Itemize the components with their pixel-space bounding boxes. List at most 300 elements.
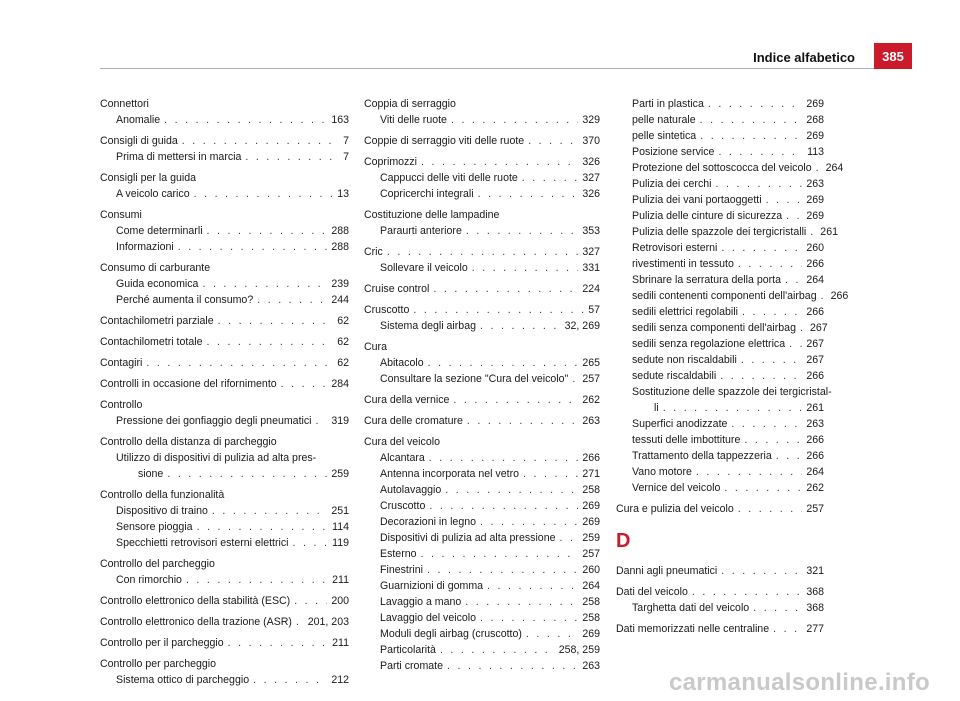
subentry-title: Prima di mettersi in marcia	[116, 151, 242, 163]
page-reference: 331	[582, 262, 600, 274]
subentry-title: Cappucci delle viti delle ruote	[380, 172, 518, 184]
page-reference: 260	[582, 564, 600, 576]
page-reference: 266	[806, 434, 824, 446]
index-entry	[100, 260, 349, 308]
index-subentry	[100, 413, 349, 429]
dot-leader	[789, 336, 802, 352]
subentry-title: Informazioni	[116, 241, 174, 253]
index-entry	[364, 413, 600, 429]
index-entry	[364, 302, 600, 334]
subentry-title: sedili contenenti componenti dell'airbag	[632, 290, 817, 302]
page-reference: 62	[337, 357, 349, 369]
dot-leader	[465, 594, 578, 610]
index-subentry	[100, 672, 349, 688]
index-subentry	[616, 224, 838, 240]
subentry-title: A veicolo carico	[116, 188, 190, 200]
index-subentry	[364, 498, 600, 514]
dot-leader	[478, 186, 579, 202]
index-entry	[364, 392, 600, 408]
index-entry	[364, 339, 600, 387]
page-reference: 277	[806, 623, 824, 635]
subentry-title: Pulizia dei cerchi	[632, 178, 712, 190]
entry-title: Controllo della distanza di parcheggio	[100, 436, 277, 448]
entry-title: Cura del veicolo	[364, 436, 440, 448]
entry-title: Cruise control	[364, 283, 430, 295]
dot-leader	[197, 519, 329, 535]
dot-leader	[182, 133, 339, 149]
dot-leader	[785, 272, 802, 288]
dot-leader	[164, 112, 327, 128]
index-entry-line	[100, 593, 349, 609]
dot-leader	[721, 240, 802, 256]
index-subentry	[616, 432, 824, 448]
page-reference: 119	[332, 537, 349, 549]
index-subentry	[616, 96, 824, 112]
index-subentry	[364, 578, 600, 594]
entry-title: Coppia di serraggio	[364, 98, 456, 110]
index-entry-line	[100, 397, 349, 413]
index-entry-line	[100, 635, 349, 651]
index-entry-line	[100, 376, 349, 392]
page-reference: 265	[582, 357, 600, 369]
dot-leader	[526, 626, 578, 642]
index-entry	[100, 656, 349, 688]
page-reference: 284	[331, 378, 349, 390]
subentry-title: Pulizia delle cinture di sicurezza	[632, 210, 783, 222]
entry-title: Contachilometri parziale	[100, 315, 214, 327]
subentry-title: Sistema ottico di parcheggio	[116, 674, 250, 686]
index-entry-line	[100, 556, 349, 572]
index-entry	[616, 563, 824, 579]
index-entry	[100, 96, 349, 128]
page-reference: 327	[582, 172, 600, 184]
dot-leader	[766, 192, 803, 208]
dot-leader	[212, 503, 327, 519]
dot-leader	[202, 276, 327, 292]
index-entry-line	[364, 413, 600, 429]
index-entry	[100, 487, 349, 551]
dot-leader	[427, 562, 578, 578]
index-subentry	[100, 292, 349, 308]
subentry-title: pelle sintetica	[632, 130, 697, 142]
subentry-title: Vernice del veicolo	[632, 482, 721, 494]
index-subentry	[364, 514, 600, 530]
dot-leader	[296, 614, 304, 630]
subentry-title: Anomalie	[116, 114, 161, 126]
page-reference: 258	[582, 596, 600, 608]
entry-title: Danni agli pneumatici	[616, 565, 718, 577]
subentry-title: sedute riscaldabili	[632, 370, 717, 382]
index-subentry	[364, 562, 600, 578]
index-subentry	[364, 482, 600, 498]
index-subentry	[616, 368, 824, 384]
page-reference: 114	[332, 521, 349, 533]
page-reference: 269	[582, 628, 600, 640]
page-reference: 266	[806, 258, 824, 270]
dot-leader	[523, 466, 578, 482]
page-reference: 211	[332, 637, 349, 649]
index-subentry	[364, 610, 600, 626]
subentry-title: Lavaggio a mano	[380, 596, 462, 608]
page-reference: 269	[582, 500, 600, 512]
index-entry-line	[100, 96, 349, 112]
subentry-title: Copricerchi integrali	[380, 188, 474, 200]
entry-title: Controllo elettronico della trazione (ASR)	[100, 616, 292, 628]
index-subentry	[364, 371, 600, 387]
page-reference: 264	[825, 162, 844, 174]
index-subentry	[616, 240, 824, 256]
index-subentry	[364, 186, 600, 202]
index-subentry	[100, 239, 349, 255]
dot-leader	[716, 176, 803, 192]
dot-leader	[428, 355, 579, 371]
subentry-title: Guarnizioni di gomma	[380, 580, 484, 592]
subentry-title: Superfici anodizzate	[632, 418, 728, 430]
page-reference: 266	[582, 452, 600, 464]
index-subentry	[100, 535, 349, 551]
index-subentry	[364, 658, 600, 674]
subentry-title: Moduli degli airbag (cruscotto)	[380, 628, 522, 640]
index-entry-line	[364, 302, 600, 318]
page-reference: 264	[806, 466, 824, 478]
index-entry-line	[100, 487, 349, 503]
page-reference: 368	[806, 602, 824, 614]
index-entry	[364, 154, 600, 202]
index-subentry	[364, 450, 600, 466]
entry-title: Cura della vernice	[364, 394, 450, 406]
subentry-title: Paraurti anteriore	[380, 225, 462, 237]
subentry-title-continuation: li	[654, 402, 659, 414]
entry-title: Cura	[364, 341, 387, 353]
index-entry	[100, 635, 349, 651]
index-subentry	[616, 336, 824, 352]
dot-leader	[753, 600, 802, 616]
subentry-title: Pulizia delle spazzole dei tergicristalli	[632, 226, 807, 238]
page-reference: 212	[331, 674, 349, 686]
page-reference: 370	[582, 135, 600, 147]
subentry-title: Decorazioni in legno	[380, 516, 476, 528]
dot-leader	[453, 392, 578, 408]
dot-leader	[663, 400, 803, 416]
dot-leader	[480, 514, 578, 530]
index-entry-line	[100, 614, 349, 630]
index-subentry	[100, 276, 349, 292]
index-entry-line	[364, 434, 600, 450]
index-subentry	[616, 256, 824, 272]
entry-title: Cruscotto	[364, 304, 410, 316]
index-subentry	[364, 530, 600, 546]
dot-leader	[487, 578, 578, 594]
page-reference: 266	[806, 370, 824, 382]
index-entry	[364, 133, 600, 149]
subentry-title: Esterno	[380, 548, 417, 560]
index-section-letter: D	[616, 530, 631, 552]
dot-leader	[429, 498, 578, 514]
entry-title: Consigli di guida	[100, 135, 178, 147]
entry-title: Dati del veicolo	[616, 586, 688, 598]
index-entry-line	[616, 584, 824, 600]
subentry-title: Lavaggio del veicolo	[380, 612, 477, 624]
dot-leader	[718, 144, 803, 160]
page-reference: 7	[343, 135, 349, 147]
subentry-title: Con rimorchio	[116, 574, 182, 586]
index-subentry	[616, 600, 824, 616]
page-reference: 269	[806, 210, 824, 222]
dot-leader	[207, 223, 328, 239]
subentry-title: Sollevare il veicolo	[380, 262, 468, 274]
index-subentry	[100, 149, 349, 165]
entry-title: Controllo per il parcheggio	[100, 637, 224, 649]
subentry-title: Dispositivo di traino	[116, 505, 208, 517]
index-entry	[100, 397, 349, 429]
page-reference: 269	[806, 130, 824, 142]
dot-leader	[257, 292, 327, 308]
subentry-title: Particolarità	[380, 644, 436, 656]
entry-title: Coppie di serraggio viti delle ruote	[364, 135, 525, 147]
subentry-title: Perché aumenta il consumo?	[116, 294, 254, 306]
page-reference: 288	[331, 241, 349, 253]
dot-leader	[294, 593, 327, 609]
dot-leader	[387, 244, 578, 260]
entry-title: Consigli per la guida	[100, 172, 196, 184]
entry-title: Dati memorizzati nelle centraline	[616, 623, 770, 635]
page-reference: 7	[343, 151, 349, 163]
index-entry	[100, 334, 349, 350]
dot-leader	[559, 530, 578, 546]
index-subentry	[616, 416, 824, 432]
dot-leader	[696, 464, 802, 480]
page-reference: 257	[582, 548, 600, 560]
index-subentry	[100, 572, 349, 588]
subentry-title: Sostituzione delle spazzole dei tergicristal-	[632, 386, 832, 398]
subentry-title: Sbrinare la serratura della porta	[632, 274, 781, 286]
dot-leader	[440, 642, 555, 658]
index-subentry	[364, 626, 600, 642]
entry-title: Contachilometri totale	[100, 336, 203, 348]
page-reference: 327	[582, 246, 600, 258]
subentry-title: rivestimenti in tessuto	[632, 258, 734, 270]
page-reference: 271	[582, 468, 600, 480]
index-subentry	[616, 448, 824, 464]
entry-title: Costituzione delle lampadine	[364, 209, 500, 221]
subentry-title: Posizione service	[632, 146, 715, 158]
subentry-title: sedili senza componenti dell'airbag	[632, 322, 796, 334]
dot-leader	[194, 186, 334, 202]
page-header-title: Indice alfabetico	[753, 50, 855, 65]
index-entry	[364, 281, 600, 297]
subentry-title: sedili senza regolazione elettrica	[632, 338, 786, 350]
dot-leader	[744, 432, 802, 448]
page-reference: 329	[582, 114, 600, 126]
index-subentry	[616, 384, 832, 400]
page-reference: 258	[582, 612, 600, 624]
index-subentry	[100, 112, 349, 128]
index-subentry	[364, 594, 600, 610]
page-number-badge: 385	[874, 43, 912, 69]
dot-leader	[708, 96, 802, 112]
index-subentry	[616, 352, 824, 368]
page-reference: 326	[582, 156, 600, 168]
entry-title: Consumo di carburante	[100, 262, 211, 274]
index-subentry-continuation	[616, 400, 824, 416]
subentry-title: Consultare la sezione "Cura del veicolo"	[380, 373, 569, 385]
index-entry-line	[100, 133, 349, 149]
dot-leader	[721, 563, 802, 579]
index-subentry	[616, 160, 844, 176]
page-reference: 263	[582, 660, 600, 672]
index-entry-line	[100, 334, 349, 350]
index-entry-line	[100, 434, 349, 450]
dot-leader	[472, 260, 579, 276]
index-subentry-continuation	[100, 466, 349, 482]
subentry-title: sedute non riscaldabili	[632, 354, 737, 366]
dot-leader	[700, 112, 803, 128]
page-reference: 57	[588, 304, 600, 316]
page-reference: 267	[806, 354, 824, 366]
subentry-title: Parti cromate	[380, 660, 443, 672]
index-entry	[364, 244, 600, 276]
index-entry	[616, 584, 824, 616]
page-reference: 266	[806, 450, 824, 462]
page-reference: 266	[806, 306, 824, 318]
subentry-title: Specchietti retrovisori esterni elettrici	[116, 537, 289, 549]
dot-leader	[480, 318, 561, 334]
index-subentry	[616, 144, 824, 160]
dot-leader	[218, 313, 334, 329]
index-entry-line	[364, 281, 600, 297]
page-reference: 288	[331, 225, 349, 237]
dot-leader	[186, 572, 328, 588]
dot-leader	[528, 133, 578, 149]
index-subentry	[364, 355, 600, 371]
entry-title: Controllo della funzionalità	[100, 489, 225, 501]
index-entry	[616, 621, 824, 637]
page-reference: 224	[582, 283, 600, 295]
dot-leader	[572, 371, 578, 387]
subentry-title: Parti in plastica	[632, 98, 704, 110]
index-entry	[100, 593, 349, 609]
page-reference: 261	[806, 402, 824, 414]
index-entry-line	[364, 154, 600, 170]
index-subentry	[364, 112, 600, 128]
index-column-2	[364, 96, 600, 679]
index-entry	[100, 207, 349, 255]
dot-leader	[816, 160, 822, 176]
subentry-title: Retrovisori esterni	[632, 242, 718, 254]
dot-leader	[720, 368, 802, 384]
page-reference: 258, 259	[558, 644, 600, 656]
page-reference: 251	[331, 505, 349, 517]
page-reference: 260	[806, 242, 824, 254]
index-entry	[364, 96, 600, 128]
page-reference: 267	[806, 338, 824, 350]
entry-title: Controllo	[100, 399, 143, 411]
entry-title: Controlli in occasione del rifornimento	[100, 378, 277, 390]
index-subentry	[364, 170, 600, 186]
page-reference: 201, 203	[307, 616, 349, 628]
index-entry	[100, 556, 349, 588]
index-subentry	[616, 128, 824, 144]
page-reference: 258	[582, 484, 600, 496]
page-reference: 266	[830, 290, 849, 302]
page-reference: 267	[809, 322, 828, 334]
dot-leader	[421, 546, 579, 562]
dot-leader	[293, 535, 329, 551]
index-subentry	[364, 642, 600, 658]
index-entry-line	[100, 170, 349, 186]
page-reference: 262	[582, 394, 600, 406]
page-reference: 264	[582, 580, 600, 592]
index-entry-line	[364, 207, 600, 223]
page-reference: 113	[807, 146, 824, 158]
index-subentry	[100, 519, 349, 535]
index-subentry	[364, 223, 600, 239]
subentry-title: pelle naturale	[632, 114, 696, 126]
index-subentry	[364, 260, 600, 276]
dot-leader	[800, 320, 806, 336]
page-reference: 264	[806, 274, 824, 286]
index-subentry	[616, 304, 824, 320]
index-entry	[100, 376, 349, 392]
page-reference: 268	[806, 114, 824, 126]
subentry-title: Autolavaggio	[380, 484, 442, 496]
dot-leader	[421, 154, 578, 170]
subentry-title: Come determinarli	[116, 225, 203, 237]
subentry-title: Antenna incorporata nel vetro	[380, 468, 519, 480]
page-reference: 269	[806, 98, 824, 110]
page-reference: 321	[806, 565, 824, 577]
dot-leader	[773, 621, 802, 637]
subentry-title: Protezione del sottoscocca del veicolo	[632, 162, 812, 174]
page-reference: 263	[806, 418, 824, 430]
page-header-rule	[100, 68, 874, 69]
subentry-title: Utilizzo di dispositivi di pulizia ad alta pres-	[116, 452, 317, 464]
index-entry-line	[100, 656, 349, 672]
dot-leader	[178, 239, 328, 255]
subentry-title: tessuti delle imbottiture	[632, 434, 741, 446]
page-reference: 163	[331, 114, 349, 126]
index-subentry	[616, 112, 824, 128]
page-reference: 244	[331, 294, 349, 306]
subentry-title: Targhetta dati del veicolo	[632, 602, 750, 614]
page-reference: 353	[582, 225, 600, 237]
entry-title: Consumi	[100, 209, 142, 221]
page-reference: 261	[820, 226, 838, 238]
index-entry-line	[364, 339, 600, 355]
page-reference: 13	[337, 188, 349, 200]
page-reference: 269	[806, 194, 824, 206]
dot-leader	[245, 149, 339, 165]
page-reference: 62	[337, 315, 349, 327]
dot-leader	[228, 635, 328, 651]
index-entry	[100, 355, 349, 371]
dot-leader	[731, 416, 802, 432]
index-entry-line	[364, 392, 600, 408]
page-reference: 326	[582, 188, 600, 200]
index-entry-line	[616, 621, 824, 637]
page-reference: 257	[582, 373, 600, 385]
entry-title: Controllo per parcheggio	[100, 658, 217, 670]
entry-title: Cric	[364, 246, 383, 258]
index-subentry	[100, 450, 349, 466]
index-subentry	[100, 186, 349, 202]
dot-leader	[467, 413, 578, 429]
page-reference: 262	[806, 482, 824, 494]
index-subentry	[364, 318, 600, 334]
index-entry-line	[616, 501, 824, 517]
index-entry	[100, 614, 349, 630]
subentry-title: Abitacolo	[380, 357, 424, 369]
